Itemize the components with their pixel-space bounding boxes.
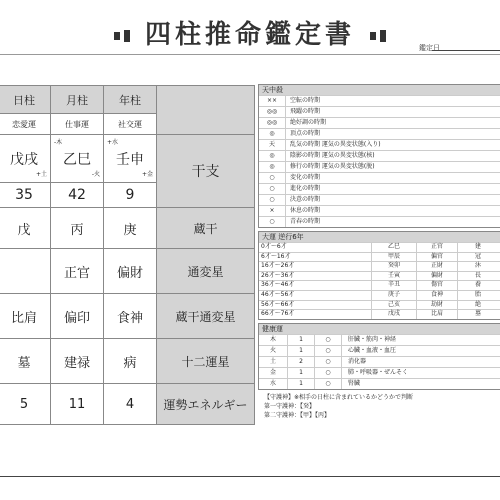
tenchusatsu-row: ◎◎ 絶好調の時期 bbox=[259, 117, 500, 128]
taiun-row: 66才〜76才 戊戌 比肩 墓 bbox=[259, 309, 500, 319]
tenchusatsu-row: ◎ 陰影の時期 運気の異変状態(核) bbox=[259, 150, 500, 161]
taiun-row: 0才〜6才 乙巳 正官 建 bbox=[259, 242, 500, 252]
tenchusatsu-row: ○ 青春の時期 bbox=[259, 216, 500, 227]
taiun-row: 56才〜66才 己亥 劫財 絶 bbox=[259, 300, 500, 310]
tenchusatsu-row: ◎ 修行の時期 運気の異変状態(脱) bbox=[259, 161, 500, 172]
tsuhen-day bbox=[0, 249, 51, 294]
col-header-day: 日柱 bbox=[0, 86, 51, 114]
tenchusatsu-row: ×× 空転の時期 bbox=[259, 95, 500, 106]
label-kanshi: 干支 bbox=[157, 135, 255, 208]
num-day: 35 bbox=[0, 183, 51, 208]
taiun-section bbox=[258, 231, 500, 320]
tsuhen-month: 正官 bbox=[51, 249, 104, 294]
kenkou-row: 土 2 ○ 消化器 bbox=[259, 356, 500, 367]
taiun-title: 大運 逆行6年 bbox=[259, 232, 500, 242]
top-divider bbox=[0, 54, 500, 55]
tenchusatsu-row: ○ 決意の時期 bbox=[259, 194, 500, 205]
kantei-date-line bbox=[432, 50, 500, 51]
energy-month: 11 bbox=[51, 384, 104, 425]
tenchusatsu-title: 天中殺 bbox=[259, 85, 500, 95]
tenchusatsu-row: ○ 変化の時期 bbox=[259, 172, 500, 183]
zokan-day: 戊 bbox=[0, 208, 51, 249]
label-juni: 十二運星 bbox=[157, 339, 255, 384]
kenkou-row: 木 1 ○ 肝臓・筋肉・神経 bbox=[259, 334, 500, 345]
tenchusatsu-row: 天 乱気の時期 運気の異変状態(入り) bbox=[259, 139, 500, 150]
sub-year: 社交運 bbox=[104, 114, 157, 135]
juni-month: 建禄 bbox=[51, 339, 104, 384]
tenchusatsu-row: × 休息の時期 bbox=[259, 205, 500, 216]
zokan-month: 丙 bbox=[51, 208, 104, 249]
header-blank bbox=[157, 86, 255, 135]
bottom-divider bbox=[0, 476, 500, 477]
label-energy: 運勢エネルギー bbox=[157, 384, 255, 425]
kenkou-row: 火 1 ○ 心臓・血液・血圧 bbox=[259, 345, 500, 356]
kanshi-month: -木 乙巳 -火 bbox=[51, 135, 104, 183]
kenkou-section bbox=[258, 323, 500, 390]
note-line: 第一守護神：【癸】 bbox=[264, 402, 316, 410]
zokan-tsuhen-year: 食神 bbox=[104, 294, 157, 339]
tenchusatsu-row: ◎ 頂点の時期 bbox=[259, 128, 500, 139]
note-line: 第二守護神：【甲】【丙】 bbox=[264, 411, 331, 419]
label-zokan-tsuhen: 蔵干通変星 bbox=[157, 294, 255, 339]
taiun-row: 6才〜16才 甲辰 偏官 冠 bbox=[259, 252, 500, 262]
zokan-tsuhen-day: 比肩 bbox=[0, 294, 51, 339]
shugoshin-notes bbox=[258, 393, 500, 420]
label-tsuhen: 通変星 bbox=[157, 249, 255, 294]
taiun-row: 16才〜26才 癸卯 正財 沐 bbox=[259, 261, 500, 271]
col-header-month: 月柱 bbox=[51, 86, 104, 114]
energy-day: 5 bbox=[0, 384, 51, 425]
zokan-year: 庚 bbox=[104, 208, 157, 249]
taiun-row: 46才〜56才 庚子 食神 胎 bbox=[259, 290, 500, 300]
kenkou-title: 健康運 bbox=[259, 324, 500, 334]
tsuhen-year: 偏財 bbox=[104, 249, 157, 294]
page-title: 四柱推命鑑定書 bbox=[0, 14, 500, 51]
kanshi-day: 戊戌 +土 bbox=[0, 135, 51, 183]
tenchusatsu-section bbox=[258, 84, 500, 228]
kanshi-year: +水 壬申 +金 bbox=[104, 135, 157, 183]
right-panel bbox=[258, 84, 500, 420]
label-zokan: 蔵干 bbox=[157, 208, 255, 249]
kantei-date-label: 鑑定日 bbox=[419, 44, 440, 52]
note-line: 【守護神】※相手の日柱に含まれているかどうかで判断 bbox=[264, 393, 414, 401]
taiun-row: 36才〜46才 辛丑 傷官 養 bbox=[259, 280, 500, 290]
juni-year: 病 bbox=[104, 339, 157, 384]
tenchusatsu-row: ○ 進化の時期 bbox=[259, 183, 500, 194]
juni-day: 墓 bbox=[0, 339, 51, 384]
taiun-row: 26才〜36才 壬寅 偏財 長 bbox=[259, 271, 500, 281]
tenchusatsu-row: ◎◎ 飛躍の時期 bbox=[259, 106, 500, 117]
zokan-tsuhen-month: 偏印 bbox=[51, 294, 104, 339]
energy-year: 4 bbox=[104, 384, 157, 425]
num-year: 9 bbox=[104, 183, 157, 208]
sub-month: 仕事運 bbox=[51, 114, 104, 135]
num-month: 42 bbox=[51, 183, 104, 208]
kenkou-row: 金 1 ○ 肺・呼吸器・ぜんそく bbox=[259, 367, 500, 378]
pillar-table bbox=[0, 85, 255, 425]
kenkou-row: 水 1 ○ 腎臓 bbox=[259, 378, 500, 389]
sub-day: 恋愛運 bbox=[0, 114, 51, 135]
col-header-year: 年柱 bbox=[104, 86, 157, 114]
